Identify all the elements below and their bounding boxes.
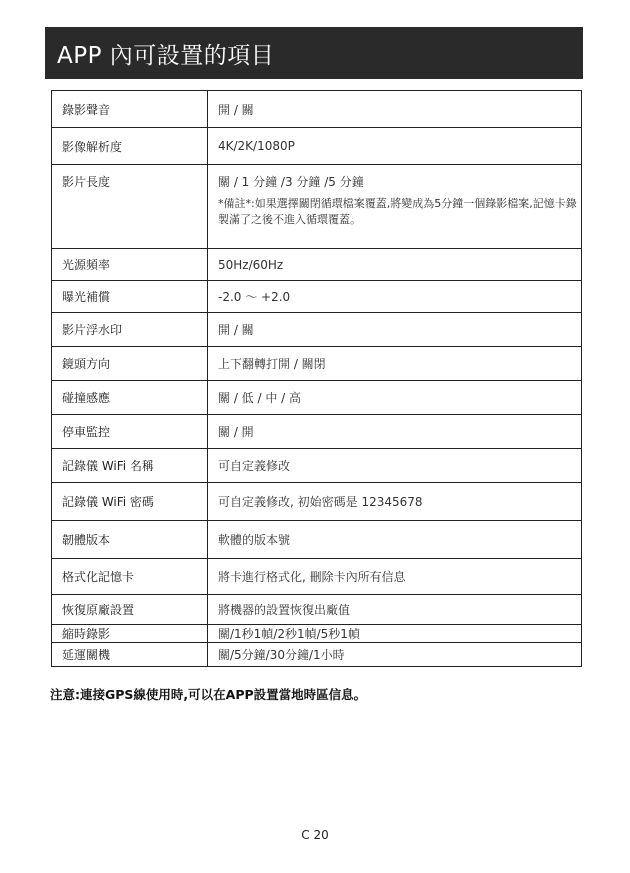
setting-label: 韌體版本 [52,521,208,559]
setting-label: 停車監控 [52,415,208,449]
setting-label: 鏡頭方向 [52,347,208,381]
setting-label: 影片長度 [52,165,208,249]
table-row [52,559,582,595]
setting-value: 開 / 關 [208,313,582,347]
setting-label: 光源頻率 [52,249,208,281]
setting-label: 記錄儀 WiFi 名稱 [52,449,208,483]
setting-value: 上下翻轉打開 / 關閉 [208,347,582,381]
table-row [52,313,582,347]
table-row [52,249,582,281]
table-row [52,128,582,165]
setting-value: 50Hz/60Hz [208,249,582,281]
setting-label: 縮時錄影 [52,625,208,643]
table-row [52,91,582,128]
setting-value: 關 / 開 [208,415,582,449]
table-row [52,625,582,643]
setting-label: 碰撞感應 [52,381,208,415]
page-title: APP 內可設置的項目 [57,42,275,69]
setting-label: 恢復原廠設置 [52,595,208,625]
setting-value: 可自定義修改, 初始密碼是 12345678 [208,483,582,521]
table-row [52,415,582,449]
setting-label: 曝光補償 [52,281,208,313]
table-row [52,643,582,667]
setting-value: -2.0 ～ +2.0 [208,281,582,313]
setting-value: 關 / 低 / 中 / 高 [208,381,582,415]
table-row [52,347,582,381]
table-row [52,165,582,249]
setting-value: 軟體的版本號 [208,521,582,559]
table-row [52,483,582,521]
page-number: C 20 [301,828,329,842]
setting-value: 將卡進行格式化, 刪除卡內所有信息 [208,559,582,595]
setting-value: 可自定義修改 [208,449,582,483]
setting-value: 關/5分鐘/30分鐘/1小時 [208,643,582,667]
setting-label: 錄影聲音 [52,91,208,128]
setting-label: 延運關機 [52,643,208,667]
gps-note: 注意:連接GPS線使用時,可以在APP設置當地時區信息。 [50,687,367,702]
setting-value: 開 / 關 [208,91,582,128]
table-row [52,595,582,625]
setting-label: 影像解析度 [52,128,208,165]
table-row [52,281,582,313]
setting-value-main: 關 / 1 分鐘 /3 分鐘 /5 分鐘 [218,175,364,189]
setting-label: 影片浮水印 [52,313,208,347]
setting-label: 記錄儀 WiFi 密碼 [52,483,208,521]
setting-value-note: *備註*:如果選擇關閉循環檔案覆蓋,將變成為5分鐘一個錄影檔案,記憶卡錄製滿了之後不進入循環覆蓋。 [218,197,577,226]
setting-label: 格式化記憶卡 [52,559,208,595]
page-title-banner [45,27,583,79]
setting-value [208,165,582,249]
setting-value: 將機器的設置恢復出廠值 [208,595,582,625]
setting-value: 4K/2K/1080P [208,128,582,165]
table-row [52,449,582,483]
settings-table [51,90,582,667]
setting-value: 關/1秒1幀/2秒1幀/5秒1幀 [208,625,582,643]
table-row [52,381,582,415]
table-row [52,521,582,559]
